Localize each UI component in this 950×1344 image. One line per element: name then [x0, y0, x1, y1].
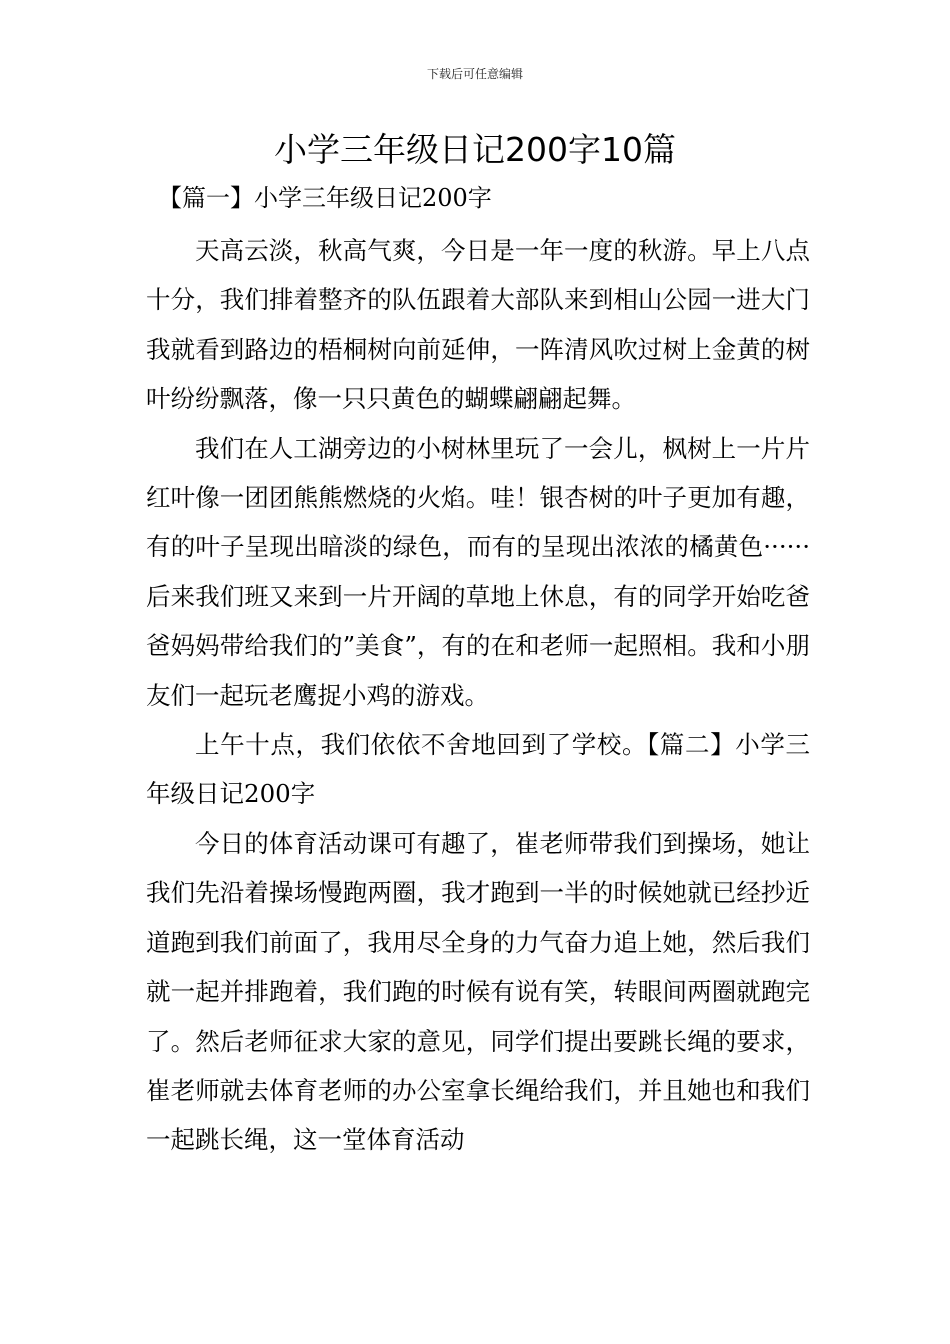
document-title: 小学三年级日记200字10篇	[274, 130, 676, 169]
paragraph: 今日的体育活动课可有趣了，崔老师带我们到操场，她让我们先沿着操场慢跑两圈，我才跑到一半的时候她就已经抄近道跑到我们前面了，我用尽全身的力气奋力追上她，然后我们就一起并排跑着，我们跑的时候有说有笑，转眼间两圈就跑完了。然后老师征求大家的意见，同学们提出要跳长绳的要求，崔老师就去体育老师的办公室拿长绳给我们，并且她也和我们一起跳长绳，这一堂体育活动	[146, 828, 810, 1155]
paragraph: 天高云淡，秋高气爽，今日是一年一度的秋游。早上八点十分，我们排着整齐的队伍跟着大部队来到相山公园一进大门我就看到路边的梧桐树向前延伸，一阵清风吹过树上金黄的树叶纷纷飘落，像一只只黄色的蝴蝶翩翩起舞。	[146, 236, 810, 414]
section-heading: 【篇一】小学三年级日记200字	[158, 184, 492, 212]
header-note: 下载后可任意编辑	[426, 67, 523, 81]
paragraph: 上午十点，我们依依不舍地回到了学校。【篇二】小学三年级日记200字	[146, 730, 810, 809]
paragraph: 我们在人工湖旁边的小树林里玩了一会儿，枫树上一片片红叶像一团团熊熊燃烧的火焰。哇！银杏树的叶子更加有趣，有的叶子呈现出暗淡的绿色，而有的呈现出浓浓的橘黄色······后来我们班又来到一片开阔的草地上休息，有的同学开始吃爸爸妈妈带给我们的”美食”，有的在和老师一起照相。我和小朋友们一起玩老鹰捉小鸡的游戏。	[146, 433, 810, 710]
document-body	[146, 226, 810, 1165]
